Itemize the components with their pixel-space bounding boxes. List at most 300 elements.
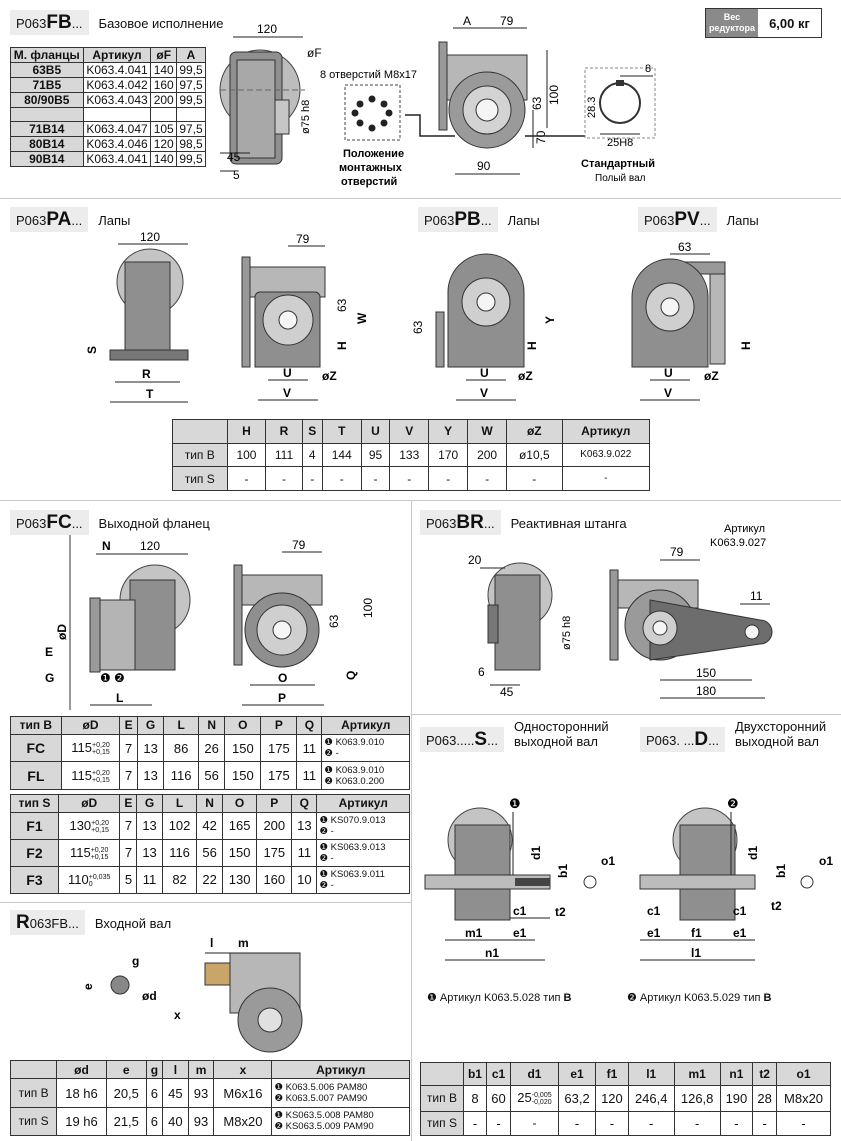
svg-text:øZ: øZ <box>322 369 337 383</box>
diameter-cell: 115+0,20 +0,15 <box>58 839 120 866</box>
table-cell: 60 <box>487 1085 511 1111</box>
fc-desc: Выходной фланец <box>98 516 210 531</box>
table-row <box>11 137 206 152</box>
table-cell: 11 <box>292 839 317 866</box>
table-cell: 200 <box>468 443 507 467</box>
fc-table-header: Артикул <box>317 795 410 813</box>
table-cell: - <box>322 467 361 491</box>
table-cell: 130 <box>222 866 257 893</box>
article-cell: ❶ K063.9.010 ❷ - <box>322 734 410 762</box>
table-cell <box>177 108 206 122</box>
d-desc: Двухсторонний выходной вал <box>735 719 827 749</box>
svg-text:b1: b1 <box>556 863 570 878</box>
r-table-header: Артикул <box>272 1061 410 1079</box>
svg-text:25H8: 25H8 <box>607 137 634 149</box>
table-cell: 8 <box>463 1085 486 1111</box>
svg-text:U: U <box>480 366 489 380</box>
r-side-view <box>174 936 302 1052</box>
svg-text:Стандартный: Стандартный <box>581 158 655 170</box>
svg-text:5: 5 <box>233 168 240 182</box>
svg-text:11: 11 <box>750 589 763 603</box>
shaft-table-header: b1 <box>463 1063 486 1086</box>
table-cell: - <box>390 467 429 491</box>
svg-text:m1: m1 <box>465 926 483 940</box>
svg-text:100: 100 <box>547 84 561 105</box>
divider-2 <box>0 500 841 501</box>
table-cell: 4 <box>302 443 322 467</box>
feet-table-header: Артикул <box>562 420 649 444</box>
table-row <box>11 93 206 108</box>
svg-text:V: V <box>283 386 292 400</box>
table-row <box>173 443 650 467</box>
shaft-drawings <box>415 790 840 970</box>
svg-text:ø75 h8: ø75 h8 <box>561 615 573 650</box>
shaft-table-header: e1 <box>559 1063 596 1086</box>
table-row <box>11 812 410 839</box>
fb-drawing <box>215 10 705 190</box>
svg-text:t2: t2 <box>555 905 566 919</box>
pv-header <box>638 207 759 232</box>
svg-text:120: 120 <box>140 232 161 244</box>
diameter-cell: 115+0,20 +0,15 <box>61 762 120 790</box>
table-cell: K063.4.041 <box>83 152 151 167</box>
fb-header <box>10 10 223 35</box>
fc-table-header: Артикул <box>322 717 410 735</box>
row-type: F1 <box>11 812 59 839</box>
flange-table-header: øF <box>151 48 177 63</box>
d-header <box>640 719 827 763</box>
table-cell: M8x20 <box>214 1107 272 1135</box>
fc-table-header: G <box>137 795 162 813</box>
table-row <box>11 1107 410 1135</box>
table-cell: 7 <box>120 839 137 866</box>
svg-text:b1: b1 <box>774 863 788 878</box>
fc-side-view <box>45 539 190 705</box>
table-row <box>11 866 410 893</box>
table-cell: 95 <box>361 443 390 467</box>
svg-text:e1: e1 <box>733 926 747 940</box>
table-cell: 71B14 <box>11 122 84 137</box>
shaft-table-header: d1 <box>510 1063 558 1086</box>
table-cell: 140 <box>151 152 177 167</box>
table-row <box>11 78 206 93</box>
pa-front-view <box>242 232 369 400</box>
table-cell: - <box>429 467 468 491</box>
table-cell: 22 <box>197 866 222 893</box>
table-cell: - <box>266 467 302 491</box>
br-side-view <box>468 553 573 699</box>
svg-text:63: 63 <box>411 320 425 334</box>
table-cell: K063.4.041 <box>83 63 151 78</box>
table-cell: 102 <box>162 812 197 839</box>
svg-text:R: R <box>142 367 151 381</box>
table-cell: 120 <box>151 137 177 152</box>
table-cell: 13 <box>137 839 162 866</box>
table-cell: 97,5 <box>177 122 206 137</box>
table-cell: 6 <box>146 1079 162 1107</box>
svg-text:e1: e1 <box>647 926 661 940</box>
table-row <box>11 122 206 137</box>
feet-drawings <box>70 232 840 412</box>
svg-text:63: 63 <box>335 298 349 312</box>
table-cell: 20,5 <box>106 1079 146 1107</box>
fb-front-view <box>405 14 590 174</box>
pb-front-view <box>411 254 557 400</box>
table-cell: - <box>559 1111 596 1135</box>
table-cell: 7 <box>120 734 138 762</box>
svg-text:ød: ød <box>142 989 157 1003</box>
table-cell: 133 <box>390 443 429 467</box>
article-cell: ❶ KS070.9.013 ❷ - <box>317 812 410 839</box>
svg-text:H: H <box>335 341 349 350</box>
br-front-view <box>610 523 772 698</box>
svg-text:100: 100 <box>361 597 375 618</box>
fc-table-s <box>10 794 410 894</box>
table-cell: 116 <box>162 839 197 866</box>
table-cell: - <box>720 1111 753 1135</box>
r-table-header: e <box>106 1061 146 1079</box>
table-cell: 82 <box>162 866 197 893</box>
svg-text:S: S <box>85 345 99 354</box>
table-cell: - <box>596 1111 629 1135</box>
table-cell: 42 <box>197 812 222 839</box>
fc-table-header: O <box>222 795 257 813</box>
br-desc: Реактивная штанга <box>510 516 627 531</box>
feet-table-header: øZ <box>507 420 563 444</box>
pb-desc: Лапы <box>507 213 540 228</box>
fc-table-header: тип S <box>11 795 59 813</box>
table-cell: 175 <box>261 734 297 762</box>
feet-table-header: R <box>266 420 302 444</box>
svg-text:63: 63 <box>678 240 692 254</box>
svg-text:g: g <box>132 954 140 968</box>
r-code: R063FB... <box>10 910 85 935</box>
r-table-header: g <box>146 1061 162 1079</box>
pv-desc: Лапы <box>726 213 759 228</box>
r-table-header: x <box>214 1061 272 1079</box>
table-cell: 13 <box>292 812 317 839</box>
r-drawing <box>70 935 410 1060</box>
table-cell: 160 <box>151 78 177 93</box>
table-cell: 98,5 <box>177 137 206 152</box>
r-table-header: m <box>188 1061 214 1079</box>
table-cell: 5 <box>120 866 137 893</box>
svg-text:E: E <box>45 645 54 659</box>
table-cell <box>11 108 84 122</box>
svg-text:H: H <box>525 341 539 350</box>
table-cell: 21,5 <box>106 1107 146 1135</box>
diameter-cell: 115+0,20 +0,15 <box>61 734 120 762</box>
table-cell: - <box>753 1111 777 1135</box>
table-cell: 71B5 <box>11 78 84 93</box>
table-cell: 11 <box>297 762 322 790</box>
divider-3 <box>411 714 841 715</box>
shaft-table <box>420 1062 831 1136</box>
table-cell: 99,5 <box>177 152 206 167</box>
weight-value: 6,00 кг <box>758 9 821 37</box>
svg-text:79: 79 <box>500 14 514 28</box>
feet-table-header: V <box>390 420 429 444</box>
fc-code: P063FC... <box>10 510 89 535</box>
svg-text:79: 79 <box>670 545 684 559</box>
table-row <box>11 108 206 122</box>
table-cell: 13 <box>137 734 163 762</box>
r-table-header <box>11 1061 57 1079</box>
svg-text:øD: øD <box>55 624 69 640</box>
fc-table-header: N <box>199 717 225 735</box>
table-cell: 7 <box>120 762 138 790</box>
svg-text:8: 8 <box>645 63 652 75</box>
fb-holes-view <box>320 69 417 188</box>
svg-text:20: 20 <box>468 553 482 567</box>
svg-text:45: 45 <box>500 685 514 699</box>
shaft-table-header <box>421 1063 464 1086</box>
article-cell: ❶ K063.5.006 PAM80 ❷ K063.5.007 PAM90 <box>272 1079 410 1107</box>
svg-text:120: 120 <box>257 22 278 36</box>
svg-text:o1: o1 <box>601 854 616 868</box>
svg-text:d1: d1 <box>529 845 543 860</box>
svg-text:180: 180 <box>696 684 717 698</box>
table-cell: 56 <box>197 839 222 866</box>
table-cell: 18 h6 <box>57 1079 107 1107</box>
article-cell: ❶ KS063.9.011 ❷ - <box>317 866 410 893</box>
fb-side-view <box>220 22 322 182</box>
pa-header <box>10 207 130 232</box>
fc-table-header: L <box>162 795 197 813</box>
table-cell: 13 <box>137 812 162 839</box>
pv-front-view <box>632 240 753 400</box>
fc-front-view <box>234 538 375 705</box>
table-cell: - <box>562 467 649 491</box>
table-cell: M6x16 <box>214 1079 272 1107</box>
table-cell: 246,4 <box>628 1085 674 1111</box>
s-header <box>420 719 609 763</box>
s-code: P063.....S... <box>420 727 504 752</box>
table-cell: K063.4.046 <box>83 137 151 152</box>
table-cell: 63B5 <box>11 63 84 78</box>
flange-table-header: Артикул <box>83 48 151 63</box>
table-cell: 99,5 <box>177 93 206 108</box>
table-cell: 28 <box>753 1085 777 1111</box>
fc-drawing <box>20 530 410 715</box>
svg-text:m: m <box>238 936 249 950</box>
row-type: FC <box>11 734 62 762</box>
table-cell: - <box>487 1111 511 1135</box>
shaft-table-header: t2 <box>753 1063 777 1086</box>
svg-text:O: O <box>278 671 288 685</box>
table-cell: - <box>468 467 507 491</box>
table-cell: - <box>361 467 390 491</box>
row-type: тип B <box>421 1085 464 1111</box>
row-type: тип S <box>421 1111 464 1135</box>
pb-code: P063PB... <box>418 207 498 232</box>
svg-text:U: U <box>283 366 292 380</box>
table-cell: 126,8 <box>674 1085 720 1111</box>
s-shaft-view <box>425 796 615 960</box>
svg-text:n1: n1 <box>485 946 500 960</box>
svg-text:c1: c1 <box>513 904 527 918</box>
svg-text:❷: ❷ <box>114 671 125 685</box>
table-cell <box>83 108 151 122</box>
svg-text:H: H <box>739 341 753 350</box>
svg-text:e1: e1 <box>513 926 527 940</box>
fb-shaft-view <box>581 63 655 184</box>
table-cell: 19 h6 <box>57 1107 107 1135</box>
row-type: тип B <box>11 1079 57 1107</box>
fc-table-header: Q <box>297 717 322 735</box>
fc-table-header: N <box>197 795 222 813</box>
table-cell: 150 <box>225 762 261 790</box>
diameter-cell: 110+0,035 0 <box>58 866 120 893</box>
fc-table-header: øD <box>58 795 120 813</box>
svg-text:P: P <box>278 691 287 705</box>
svg-text:d1: d1 <box>746 845 760 860</box>
table-cell: 45 <box>163 1079 189 1107</box>
svg-text:120: 120 <box>140 539 161 553</box>
shaft-table-header: l1 <box>628 1063 674 1086</box>
svg-text:e: e <box>81 983 95 990</box>
table-cell: - <box>507 467 563 491</box>
svg-text:øF: øF <box>307 46 322 60</box>
feet-table-header: S <box>302 420 322 444</box>
table-cell: 93 <box>188 1107 214 1135</box>
table-cell: M8x20 <box>777 1085 831 1111</box>
flange-table-header: A <box>177 48 206 63</box>
feet-table-header: W <box>468 420 507 444</box>
svg-text:c1: c1 <box>647 904 661 918</box>
table-cell: 93 <box>188 1079 214 1107</box>
feet-table-header: Y <box>429 420 468 444</box>
svg-text:79: 79 <box>292 538 306 552</box>
table-cell: 150 <box>225 734 261 762</box>
flange-table-header: М. фланцы <box>11 48 84 63</box>
svg-text:45: 45 <box>227 150 241 164</box>
svg-text:l1: l1 <box>691 946 702 960</box>
shaft-table-header: c1 <box>487 1063 511 1086</box>
table-cell: 7 <box>120 812 137 839</box>
r-shaft-view <box>81 954 157 1003</box>
svg-text:A: A <box>463 14 472 28</box>
table-cell: 111 <box>266 443 302 467</box>
pv-code: P063PV... <box>638 207 717 232</box>
row-type: F3 <box>11 866 59 893</box>
shaft-note-left: ❶ Артикул K063.5.028 тип B <box>427 992 572 1004</box>
shaft-note-right: ❷ Артикул K063.5.029 тип B <box>627 992 772 1004</box>
table-cell: 200 <box>151 93 177 108</box>
svg-text:x: x <box>174 1008 181 1022</box>
fc-table-header: E <box>120 717 138 735</box>
table-cell: 175 <box>261 762 297 790</box>
shaft-table-header: f1 <box>596 1063 629 1086</box>
divider-4 <box>0 902 411 903</box>
d1-cell: - <box>510 1111 558 1135</box>
svg-text:Положение: Положение <box>343 148 405 160</box>
svg-text:8 отверстий М8х17: 8 отверстий М8х17 <box>320 69 417 81</box>
s-desc: Односторонний выходной вал <box>513 719 609 749</box>
svg-text:63: 63 <box>327 614 341 628</box>
table-cell: - <box>628 1111 674 1135</box>
table-cell: 150 <box>222 839 257 866</box>
svg-text:Y: Y <box>543 315 557 324</box>
table-cell: 165 <box>222 812 257 839</box>
fc-table-header: Q <box>292 795 317 813</box>
table-cell: K063.4.043 <box>83 93 151 108</box>
svg-text:T: T <box>146 387 154 401</box>
table-cell: 63,2 <box>559 1085 596 1111</box>
svg-text:K063.9.027: K063.9.027 <box>710 537 767 549</box>
table-row <box>11 63 206 78</box>
table-cell: 26 <box>199 734 225 762</box>
fc-table-header: L <box>164 717 199 735</box>
table-cell: 86 <box>164 734 199 762</box>
row-type: тип S <box>11 1107 57 1135</box>
svg-text:Полый вал: Полый вал <box>595 173 646 184</box>
table-cell: 105 <box>151 122 177 137</box>
fc-table-header: P <box>261 717 297 735</box>
table-cell: K063.4.042 <box>83 78 151 93</box>
svg-text:V: V <box>664 386 673 400</box>
table-cell: 80B14 <box>11 137 84 152</box>
flange-table <box>10 47 206 167</box>
table-row <box>173 467 650 491</box>
table-row <box>421 1111 831 1135</box>
svg-text:Q: Q <box>344 670 358 680</box>
feet-table-header: T <box>322 420 361 444</box>
d1-cell: 25-0,005 -0,020 <box>510 1085 558 1111</box>
fc-table-header: тип B <box>11 717 62 735</box>
feet-table-header: U <box>361 420 390 444</box>
svg-text:70: 70 <box>534 130 548 144</box>
table-cell: 90B14 <box>11 152 84 167</box>
svg-text:V: V <box>480 386 489 400</box>
fc-table-header: E <box>120 795 137 813</box>
table-cell: - <box>777 1111 831 1135</box>
svg-text:90: 90 <box>477 159 491 173</box>
svg-text:❶: ❶ <box>509 796 521 811</box>
fc-table-header: øD <box>61 717 120 735</box>
table-cell: - <box>227 467 266 491</box>
svg-text:o1: o1 <box>819 854 834 868</box>
svg-text:63: 63 <box>530 96 544 110</box>
table-cell: 40 <box>163 1107 189 1135</box>
svg-text:L: L <box>116 691 124 705</box>
svg-text:f1: f1 <box>691 926 702 940</box>
svg-text:N: N <box>102 539 111 553</box>
table-cell: - <box>463 1111 486 1135</box>
svg-text:Артикул: Артикул <box>724 523 766 535</box>
d-shaft-view <box>640 796 833 960</box>
table-row <box>11 734 410 762</box>
svg-text:❷: ❷ <box>727 796 739 811</box>
shaft-table-header: n1 <box>720 1063 753 1086</box>
table-cell: K063.9.022 <box>562 443 649 467</box>
table-cell: ø10,5 <box>507 443 563 467</box>
article-cell: ❶ KS063.5.008 PAM80 ❷ KS063.5.009 PAM90 <box>272 1107 410 1135</box>
table-cell: 13 <box>137 762 163 790</box>
r-table-header: l <box>163 1061 189 1079</box>
fb-desc: Базовое исполнение <box>98 16 224 31</box>
table-row <box>11 839 410 866</box>
table-cell: 99,5 <box>177 63 206 78</box>
svg-text:c1: c1 <box>733 904 747 918</box>
svg-text:28.3: 28.3 <box>586 96 598 118</box>
table-cell: 97,5 <box>177 78 206 93</box>
svg-text:t2: t2 <box>771 899 782 913</box>
svg-text:W: W <box>355 312 369 324</box>
divider-1 <box>0 198 841 199</box>
weight-box <box>705 8 822 38</box>
svg-text:79: 79 <box>296 232 310 246</box>
